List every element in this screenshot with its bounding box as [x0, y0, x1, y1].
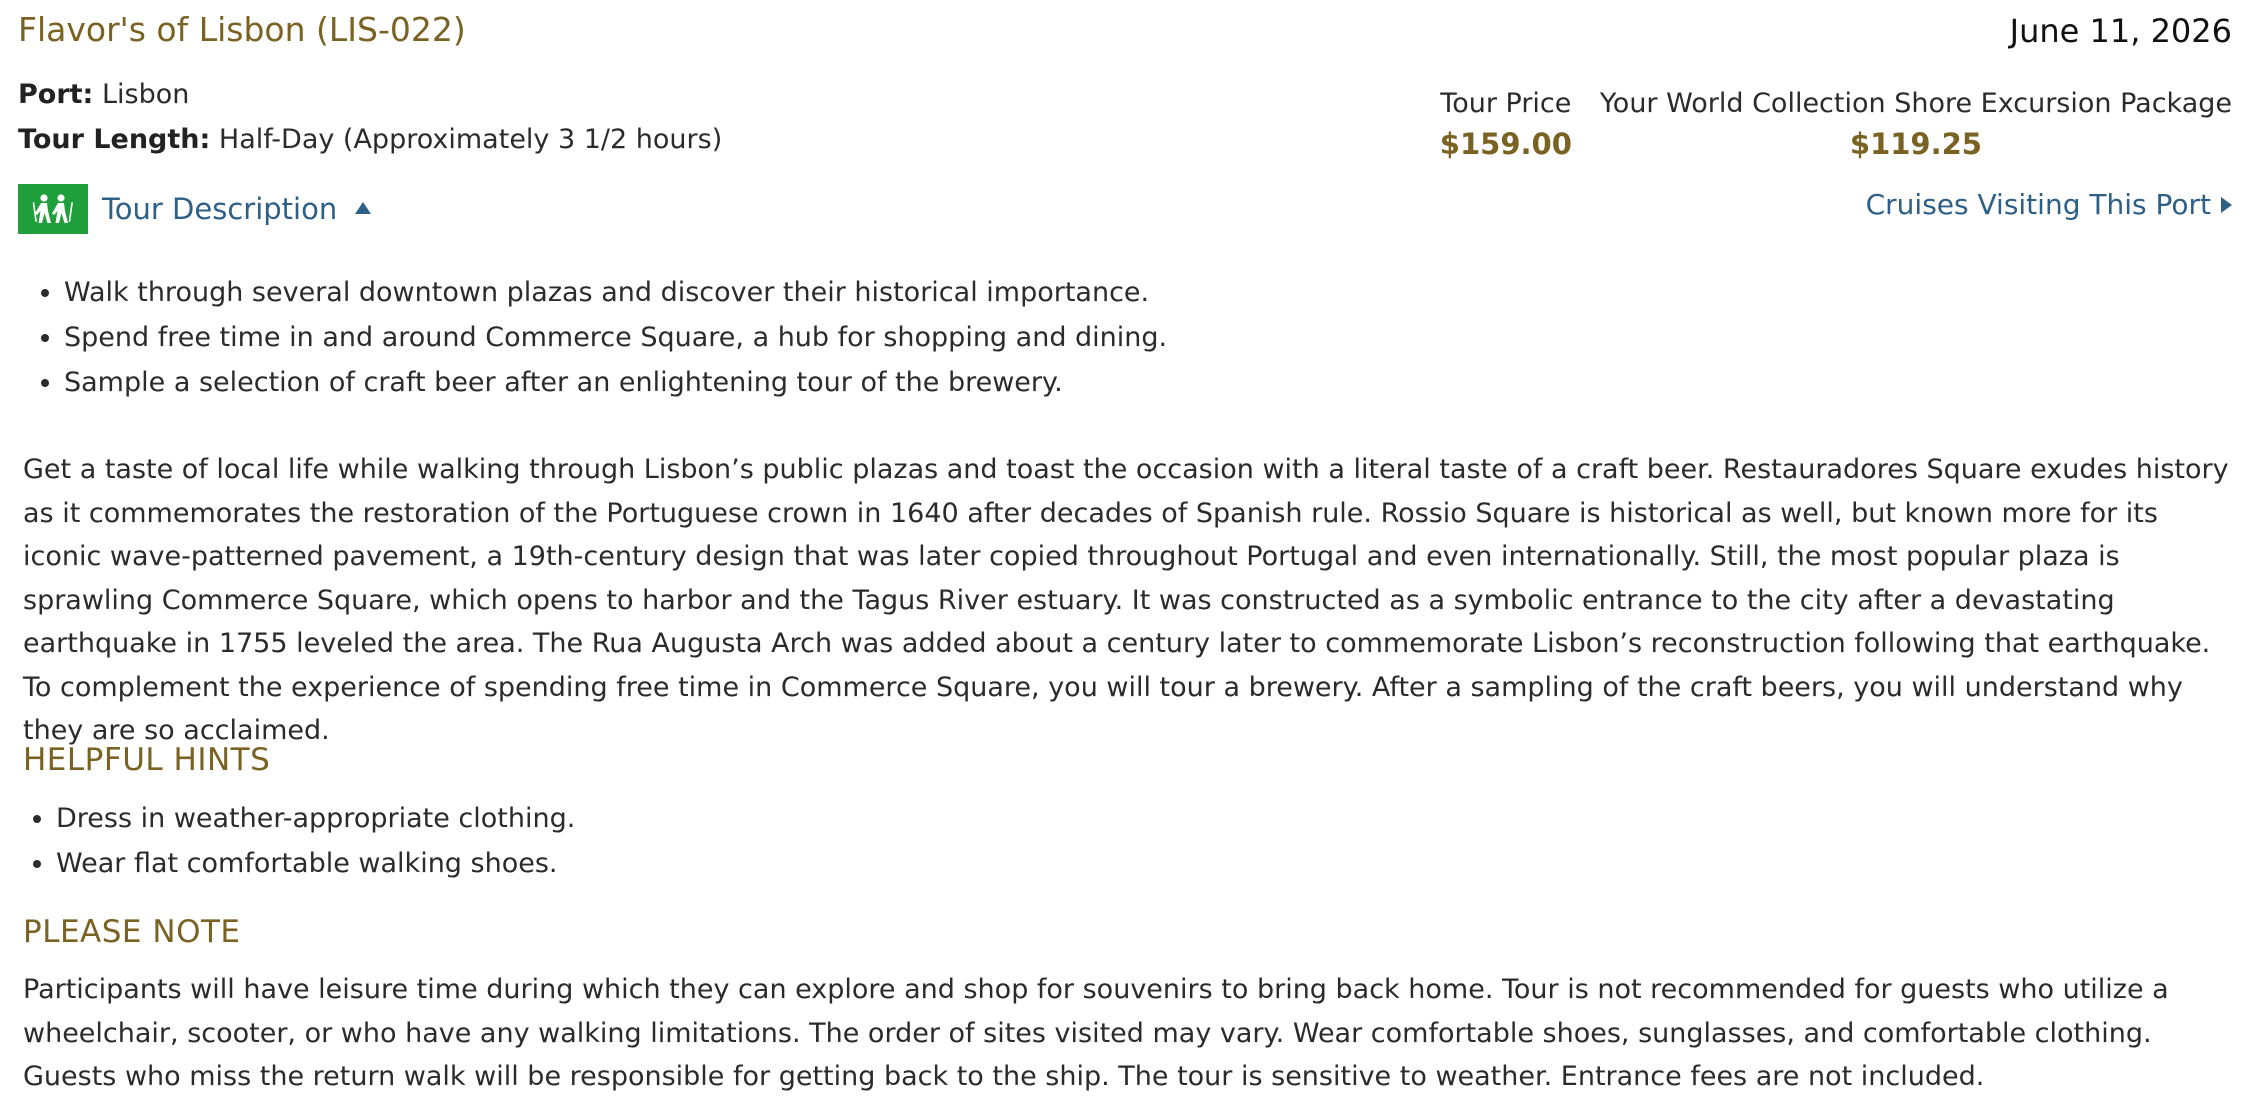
- tour-price-value: $159.00: [1439, 127, 1572, 161]
- please-note-text: Participants will have leisure time during which they can explore and shop for souvenirs to bring back home. Tour is not recommended for guests who utilize a wheelchair, scooter, or who have any walking limitations. The order of sites visited may vary. Wear comfortable shoes, sunglasses, and comfortable clothing. Guests who miss the return walk will be responsible for getting back to the ship. The tour is sensitive to weather. Entrance fees are not included.: [23, 974, 2169, 1092]
- list-item: • Sample a selection of craft beer after an enlightening tour of the brewery.: [64, 360, 1167, 405]
- price-block: [1440, 86, 2232, 166]
- hikers-icon: [18, 184, 88, 234]
- tour-date: June 11, 2026: [2009, 12, 2232, 50]
- tour-meta: [18, 72, 722, 162]
- helpful-hints-list: [23, 796, 575, 886]
- tour-description-text: Get a taste of local life while walking through Lisbon’s public plazas and toast the occasion with a literal taste of a craft beer. Restauradores Square exudes history as it commemorates the restoration of the Portuguese crown in 1640 after decades of Spanish rule. Rossio Square is historical as well, but known more for its iconic wave-patterned pavement, a 19th-century design that was later copied throughout Portugal and even internationally. Still, the most popular plaza is sprawling Commerce Square, which opens to harbor and the Tagus River estuary. It was constructed as a symbolic entrance to the city after a devastating earthquake in 1755 leveled the area. The Rua Augusta Arch was added about a century later to commemorate Lisbon’s reconstruction following that earthquake. To complement the experience of spending free time in Commerce Square, you will tour a brewery. After a sampling of the craft beers, you will understand why they are so acclaimed.: [23, 454, 2229, 746]
- tour-length-label: Tour Length:: [18, 124, 211, 155]
- tour-price-label: Tour Price: [1440, 88, 1572, 119]
- package-price-label: Your World Collection Shore Excursion Package: [1599, 88, 2232, 119]
- tour-title: Flavor's of Lisbon (LIS-022): [18, 10, 466, 49]
- cruises-visiting-port-label[interactable]: Cruises Visiting This Port: [1865, 188, 2211, 221]
- package-price-value: $119.25: [1849, 127, 1982, 161]
- list-item: • Dress in weather-appropriate clothing.: [56, 796, 575, 841]
- package-price: [1600, 86, 2232, 166]
- list-item: • Spend free time in and around Commerce Square, a hub for shopping and dining.: [64, 315, 1167, 360]
- cruises-visiting-port-link[interactable]: [1866, 188, 2232, 221]
- tour-description-label[interactable]: Tour Description: [102, 192, 338, 226]
- tour-length-row: [18, 117, 722, 162]
- caret-up-icon: [355, 202, 371, 214]
- tour-description-toggle[interactable]: [18, 184, 371, 234]
- tour-length-value: Half-Day (Approximately 3 1/2 hours): [218, 124, 723, 155]
- port-label: Port:: [18, 79, 94, 110]
- list-item: • Wear flat comfortable walking shoes.: [56, 841, 575, 886]
- helpful-hints-heading: HELPFUL HINTS: [23, 742, 271, 778]
- caret-right-icon: [2221, 197, 2232, 213]
- highlights-list: [18, 270, 1167, 405]
- port-value: Lisbon: [101, 79, 190, 110]
- tour-price: [1440, 86, 1572, 166]
- port-row: [18, 72, 722, 117]
- list-item: • Walk through several downtown plazas and discover their historical importance.: [64, 270, 1167, 315]
- please-note-heading: PLEASE NOTE: [23, 914, 241, 950]
